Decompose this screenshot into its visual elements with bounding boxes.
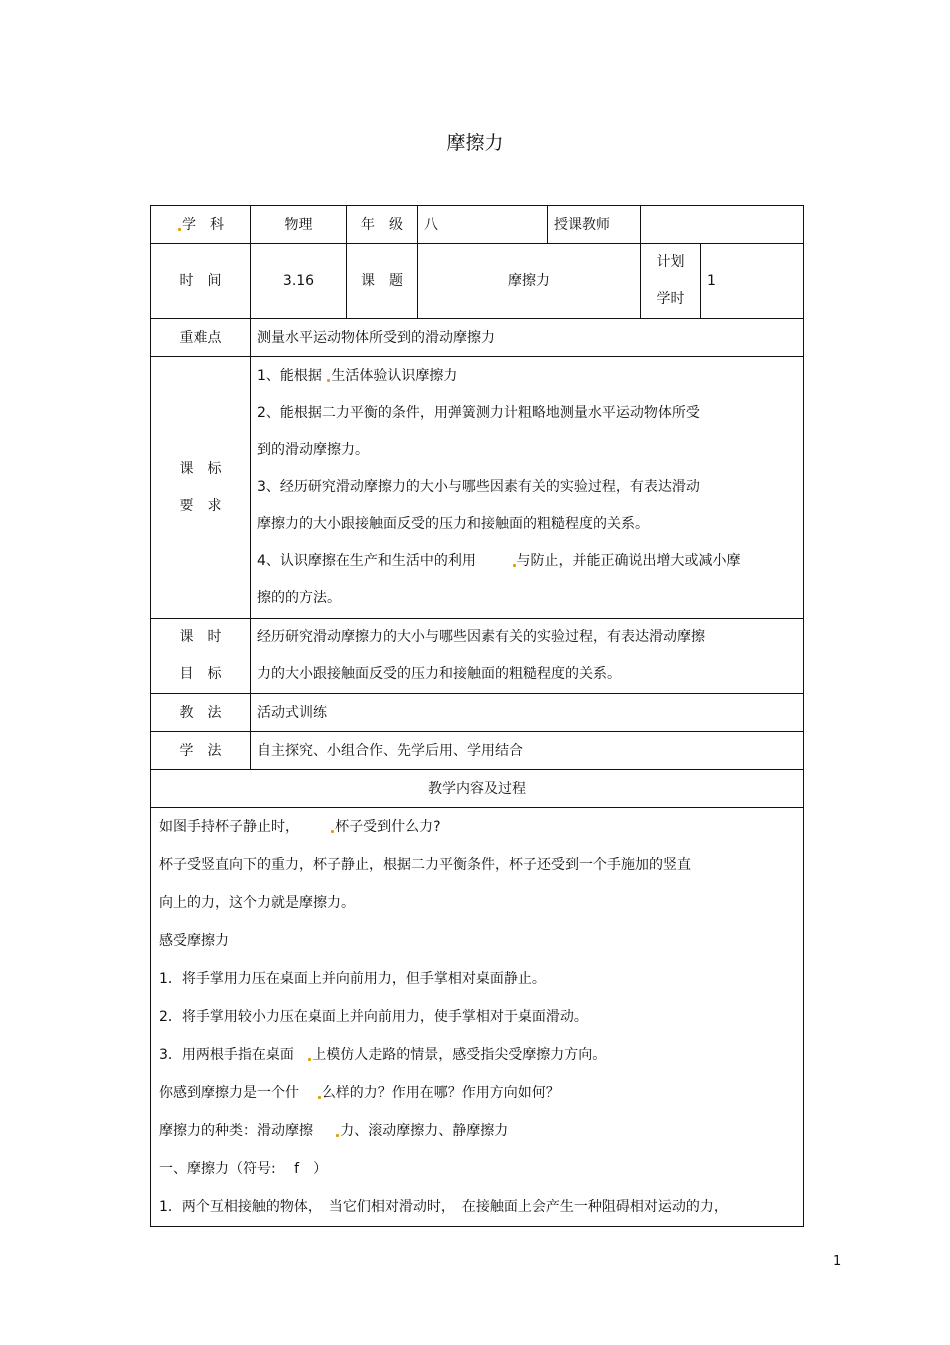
grade-value: 八	[418, 206, 548, 244]
content-line: 向上的力，这个力就是摩擦力。	[159, 895, 355, 911]
content-line: 如图手持杯子静止时， 杯子受到什么力?	[159, 819, 441, 835]
content-line: 摩擦力的种类：滑动摩擦 力、滚动摩擦力、静摩擦力	[159, 1123, 509, 1139]
table-row	[151, 619, 804, 694]
lesson-plan-table	[150, 205, 804, 1227]
standards-line: 3、经历研究滑动摩擦力的大小与哪些因素有关的实验过程，有表达滑动	[257, 479, 700, 495]
content-line: 3．用两根手指在桌面 上模仿人走路的情景，感受指尖受摩擦力方向。	[159, 1047, 607, 1063]
standards-label-line: 课 标	[179, 460, 222, 477]
marker-dot	[327, 379, 330, 382]
objectives-label-line: 目 标	[179, 666, 222, 682]
marker-dot	[308, 1058, 311, 1061]
time-value: 3.16	[251, 244, 347, 319]
key-points-label: 重难点	[151, 319, 251, 357]
page-number: 1	[833, 1254, 842, 1269]
learning-method-value: 自主探究、小组合作、先学后用、学用结合	[251, 732, 804, 770]
objectives-line: 力的大小跟接触面反受的压力和接触面的粗糙程度的关系。	[257, 666, 621, 682]
marker-dot	[178, 228, 181, 231]
standards-line: 2、能根据二力平衡的条件，用弹簧测力计粗略地测量水平运动物体所受	[257, 405, 700, 421]
content-line: 1．将手掌用力压在桌面上并向前用力，但手掌相对桌面静止。	[159, 971, 546, 987]
teaching-method-value: 活动式训练	[251, 694, 804, 732]
learning-method-label: 学 法	[151, 732, 251, 770]
content-line: 2．将手掌用较小力压在桌面上并向前用力，使手掌相对于桌面滑动。	[159, 1009, 588, 1025]
content-line: 杯子受竖直向下的重力，杯子静止，根据二力平衡条件，杯子还受到一个手施加的竖直	[159, 857, 691, 873]
plan-label-line: 计划	[656, 254, 685, 270]
standards-label-line: 要 求	[179, 497, 222, 514]
teacher-value	[641, 206, 804, 244]
table-row	[151, 770, 804, 808]
marker-dot	[513, 564, 516, 567]
standards-line: 4、认识摩擦在生产和生活中的利用 与防止，并能正确说出增大或减小摩	[257, 553, 741, 569]
content-line: 感受摩擦力	[159, 933, 229, 949]
plan-label-line: 学时	[656, 291, 685, 307]
marker-dot	[336, 1134, 339, 1137]
process-header: 教学内容及过程	[151, 770, 804, 808]
standards-line: 1、能根据 生活体验认识摩擦力	[257, 368, 458, 384]
table-row	[151, 732, 804, 770]
objectives-label-line: 课 时	[179, 629, 222, 645]
objectives-content	[251, 619, 804, 694]
objectives-label	[151, 619, 251, 694]
standards-line: 擦的的方法。	[257, 590, 341, 606]
content-line: 你感到摩擦力是一个什 么样的力？作用在哪？作用方向如何？	[159, 1085, 560, 1101]
process-content	[151, 808, 804, 1227]
objectives-line: 经历研究滑动摩擦力的大小与哪些因素有关的实验过程，有表达滑动摩擦	[257, 629, 705, 645]
subject-label: 学 科	[151, 206, 251, 244]
teaching-method-label: 教 法	[151, 694, 251, 732]
time-label: 时 间	[151, 244, 251, 319]
table-row	[151, 694, 804, 732]
table-row	[151, 206, 804, 244]
table-row	[151, 357, 804, 619]
plan-hours-label	[641, 244, 701, 319]
table-row	[151, 244, 804, 319]
standards-content	[251, 357, 804, 619]
grade-label: 年 级	[347, 206, 418, 244]
standards-line: 摩擦力的大小跟接触面反受的压力和接触面的粗糙程度的关系。	[257, 516, 649, 532]
key-points-value: 测量水平运动物体所受到的滑动摩擦力	[251, 319, 804, 357]
standards-line: 到的滑动摩擦力。	[257, 442, 369, 458]
topic-label: 课 题	[347, 244, 418, 319]
page-title: 摩擦力	[446, 132, 504, 154]
table-row	[151, 319, 804, 357]
subject-value: 物理	[251, 206, 347, 244]
content-line: 一、摩擦力（符号: f ）	[159, 1161, 328, 1177]
table-row	[151, 808, 804, 1227]
teacher-label: 授课教师	[548, 206, 641, 244]
marker-dot	[318, 1096, 321, 1099]
standards-label	[151, 357, 251, 619]
topic-value: 摩擦力	[418, 244, 641, 319]
content-line: 1．两个互相接触的物体， 当它们相对滑动时， 在接触面上会产生一种阻碍相对运动的力，	[159, 1199, 728, 1215]
marker-dot	[331, 830, 334, 833]
plan-hours-value: 1	[701, 244, 804, 319]
